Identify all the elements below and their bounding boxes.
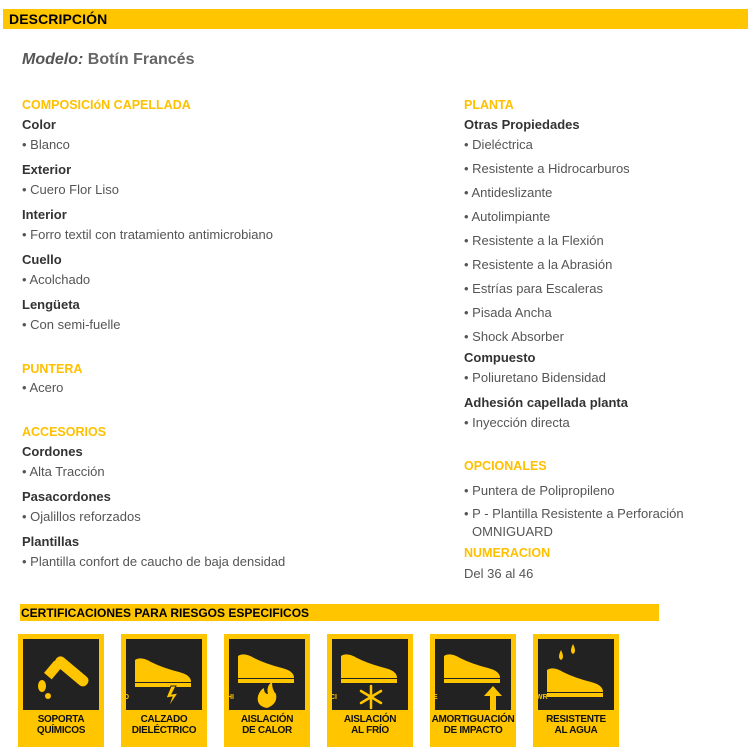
composicion-title: COMPOSICIóN CAPELLADA bbox=[22, 98, 191, 112]
chemical-icon bbox=[18, 634, 104, 714]
cert-label bbox=[430, 714, 516, 736]
group-value: • Acolchado bbox=[22, 272, 91, 287]
property-item: • Dieléctrica bbox=[464, 137, 533, 152]
property-item: • Resistente a la Flexión bbox=[464, 233, 604, 248]
numeracion-value: Del 36 al 46 bbox=[464, 566, 534, 581]
right-column bbox=[464, 96, 744, 589]
opcionales-title: OPCIONALES bbox=[464, 459, 547, 473]
cert-badge-quimicos bbox=[18, 634, 104, 747]
cert-label-line1: CALZADO bbox=[140, 714, 188, 725]
spacer bbox=[22, 403, 442, 423]
group-name: Interior bbox=[22, 207, 67, 222]
group-name: Color bbox=[22, 117, 56, 132]
group-name: Cuello bbox=[22, 252, 62, 267]
adhesion-title: Adhesión capellada planta bbox=[464, 395, 628, 410]
cert-code: WR bbox=[536, 694, 548, 701]
cert-label bbox=[224, 714, 310, 736]
cert-badge-impacto bbox=[430, 634, 516, 747]
cert-label bbox=[18, 714, 104, 736]
group-value: • Ojalillos reforzados bbox=[22, 509, 141, 524]
otras-propiedades-title: Otras Propiedades bbox=[464, 117, 580, 132]
group-value: • Plantilla confort de caucho de baja densidad bbox=[22, 554, 286, 569]
accesorios-title: ACCESORIOS bbox=[22, 425, 107, 439]
cert-label-line1: RESISTENTE bbox=[546, 714, 606, 725]
property-item: • Antideslizante bbox=[464, 185, 553, 200]
model-value: Botín Francés bbox=[87, 51, 195, 68]
group-name: Exterior bbox=[22, 162, 72, 177]
group-name: Cordones bbox=[22, 444, 83, 459]
cert-label-line1: AISLACIÓN bbox=[240, 714, 294, 725]
cert-label-line2: DIELÉCTRICO bbox=[131, 725, 197, 736]
compuesto-value: • Poliuretano Bidensidad bbox=[464, 370, 606, 385]
cert-label-line2: DE CALOR bbox=[242, 725, 292, 736]
group-value: • Con semi-fuelle bbox=[22, 317, 121, 332]
property-item: • Resistente a Hidrocarburos bbox=[464, 161, 630, 176]
opcional-item: • Puntera de Polipropileno bbox=[464, 483, 615, 498]
opcional-item: • P - Plantilla Resistente a Perforación bbox=[464, 506, 684, 521]
group-name: Plantillas bbox=[22, 534, 80, 549]
adhesion-value: • Inyección directa bbox=[464, 415, 570, 430]
water-shoe-icon bbox=[533, 634, 619, 714]
planta-title: PLANTA bbox=[464, 98, 514, 112]
cert-code: E bbox=[433, 694, 438, 701]
property-item: • Resistente a la Abrasión bbox=[464, 257, 613, 272]
cert-label-line2: QUÍMICOS bbox=[36, 725, 86, 736]
compuesto-title: Compuesto bbox=[464, 350, 536, 365]
cert-code: HI bbox=[227, 694, 234, 701]
cert-badge-agua bbox=[533, 634, 619, 747]
property-item: • Estrías para Escaleras bbox=[464, 281, 603, 296]
cert-badge-dielectrico bbox=[121, 634, 207, 747]
opcional-item-cont: OMNIGUARD bbox=[472, 524, 553, 539]
cert-badge-calor bbox=[224, 634, 310, 747]
cert-code: CI bbox=[330, 694, 337, 701]
impact-shoe-icon bbox=[430, 634, 516, 714]
cert-label-line1: SOPORTA bbox=[37, 714, 85, 725]
spacer bbox=[464, 438, 744, 457]
puntera-title: PUNTERA bbox=[22, 362, 83, 376]
property-item: • Shock Absorber bbox=[464, 329, 564, 344]
model-line bbox=[22, 51, 194, 69]
spacer bbox=[22, 340, 442, 360]
model-label: Modelo: bbox=[22, 51, 84, 68]
heat-shoe-icon bbox=[224, 634, 310, 714]
cert-label-line1: AMORTIGUACIÓN bbox=[431, 714, 515, 725]
cert-label bbox=[121, 714, 207, 736]
cert-label bbox=[327, 714, 413, 736]
cert-label-line2: DE IMPACTO bbox=[443, 725, 503, 736]
section-header-descripcion: DESCRIPCIÓN bbox=[3, 9, 748, 29]
cold-shoe-icon bbox=[327, 634, 413, 714]
cert-code: D bbox=[124, 694, 130, 701]
cert-badge-frio bbox=[327, 634, 413, 747]
certificaciones-header: CERTIFICACIONES PARA RIESGOS ESPECIFICOS bbox=[20, 604, 659, 621]
property-item: • Autolimpiante bbox=[464, 209, 551, 224]
puntera-value: • Acero bbox=[22, 380, 64, 395]
property-item: • Pisada Ancha bbox=[464, 305, 552, 320]
cert-label bbox=[533, 714, 619, 736]
numeracion-title: NUMERACION bbox=[464, 546, 551, 560]
cert-label-line2: AL AGUA bbox=[554, 725, 598, 736]
group-value: • Cuero Flor Liso bbox=[22, 182, 120, 197]
group-value: • Forro textil con tratamiento antimicrobiano bbox=[22, 227, 273, 242]
dielectric-shoe-icon bbox=[121, 634, 207, 714]
left-column bbox=[22, 96, 442, 577]
cert-label-line2: AL FRÍO bbox=[351, 725, 389, 736]
cert-label-line1: AISLACIÓN bbox=[343, 714, 397, 725]
group-name: Lengüeta bbox=[22, 297, 80, 312]
group-value: • Blanco bbox=[22, 137, 70, 152]
group-name: Pasacordones bbox=[22, 489, 111, 504]
group-value: • Alta Tracción bbox=[22, 464, 105, 479]
